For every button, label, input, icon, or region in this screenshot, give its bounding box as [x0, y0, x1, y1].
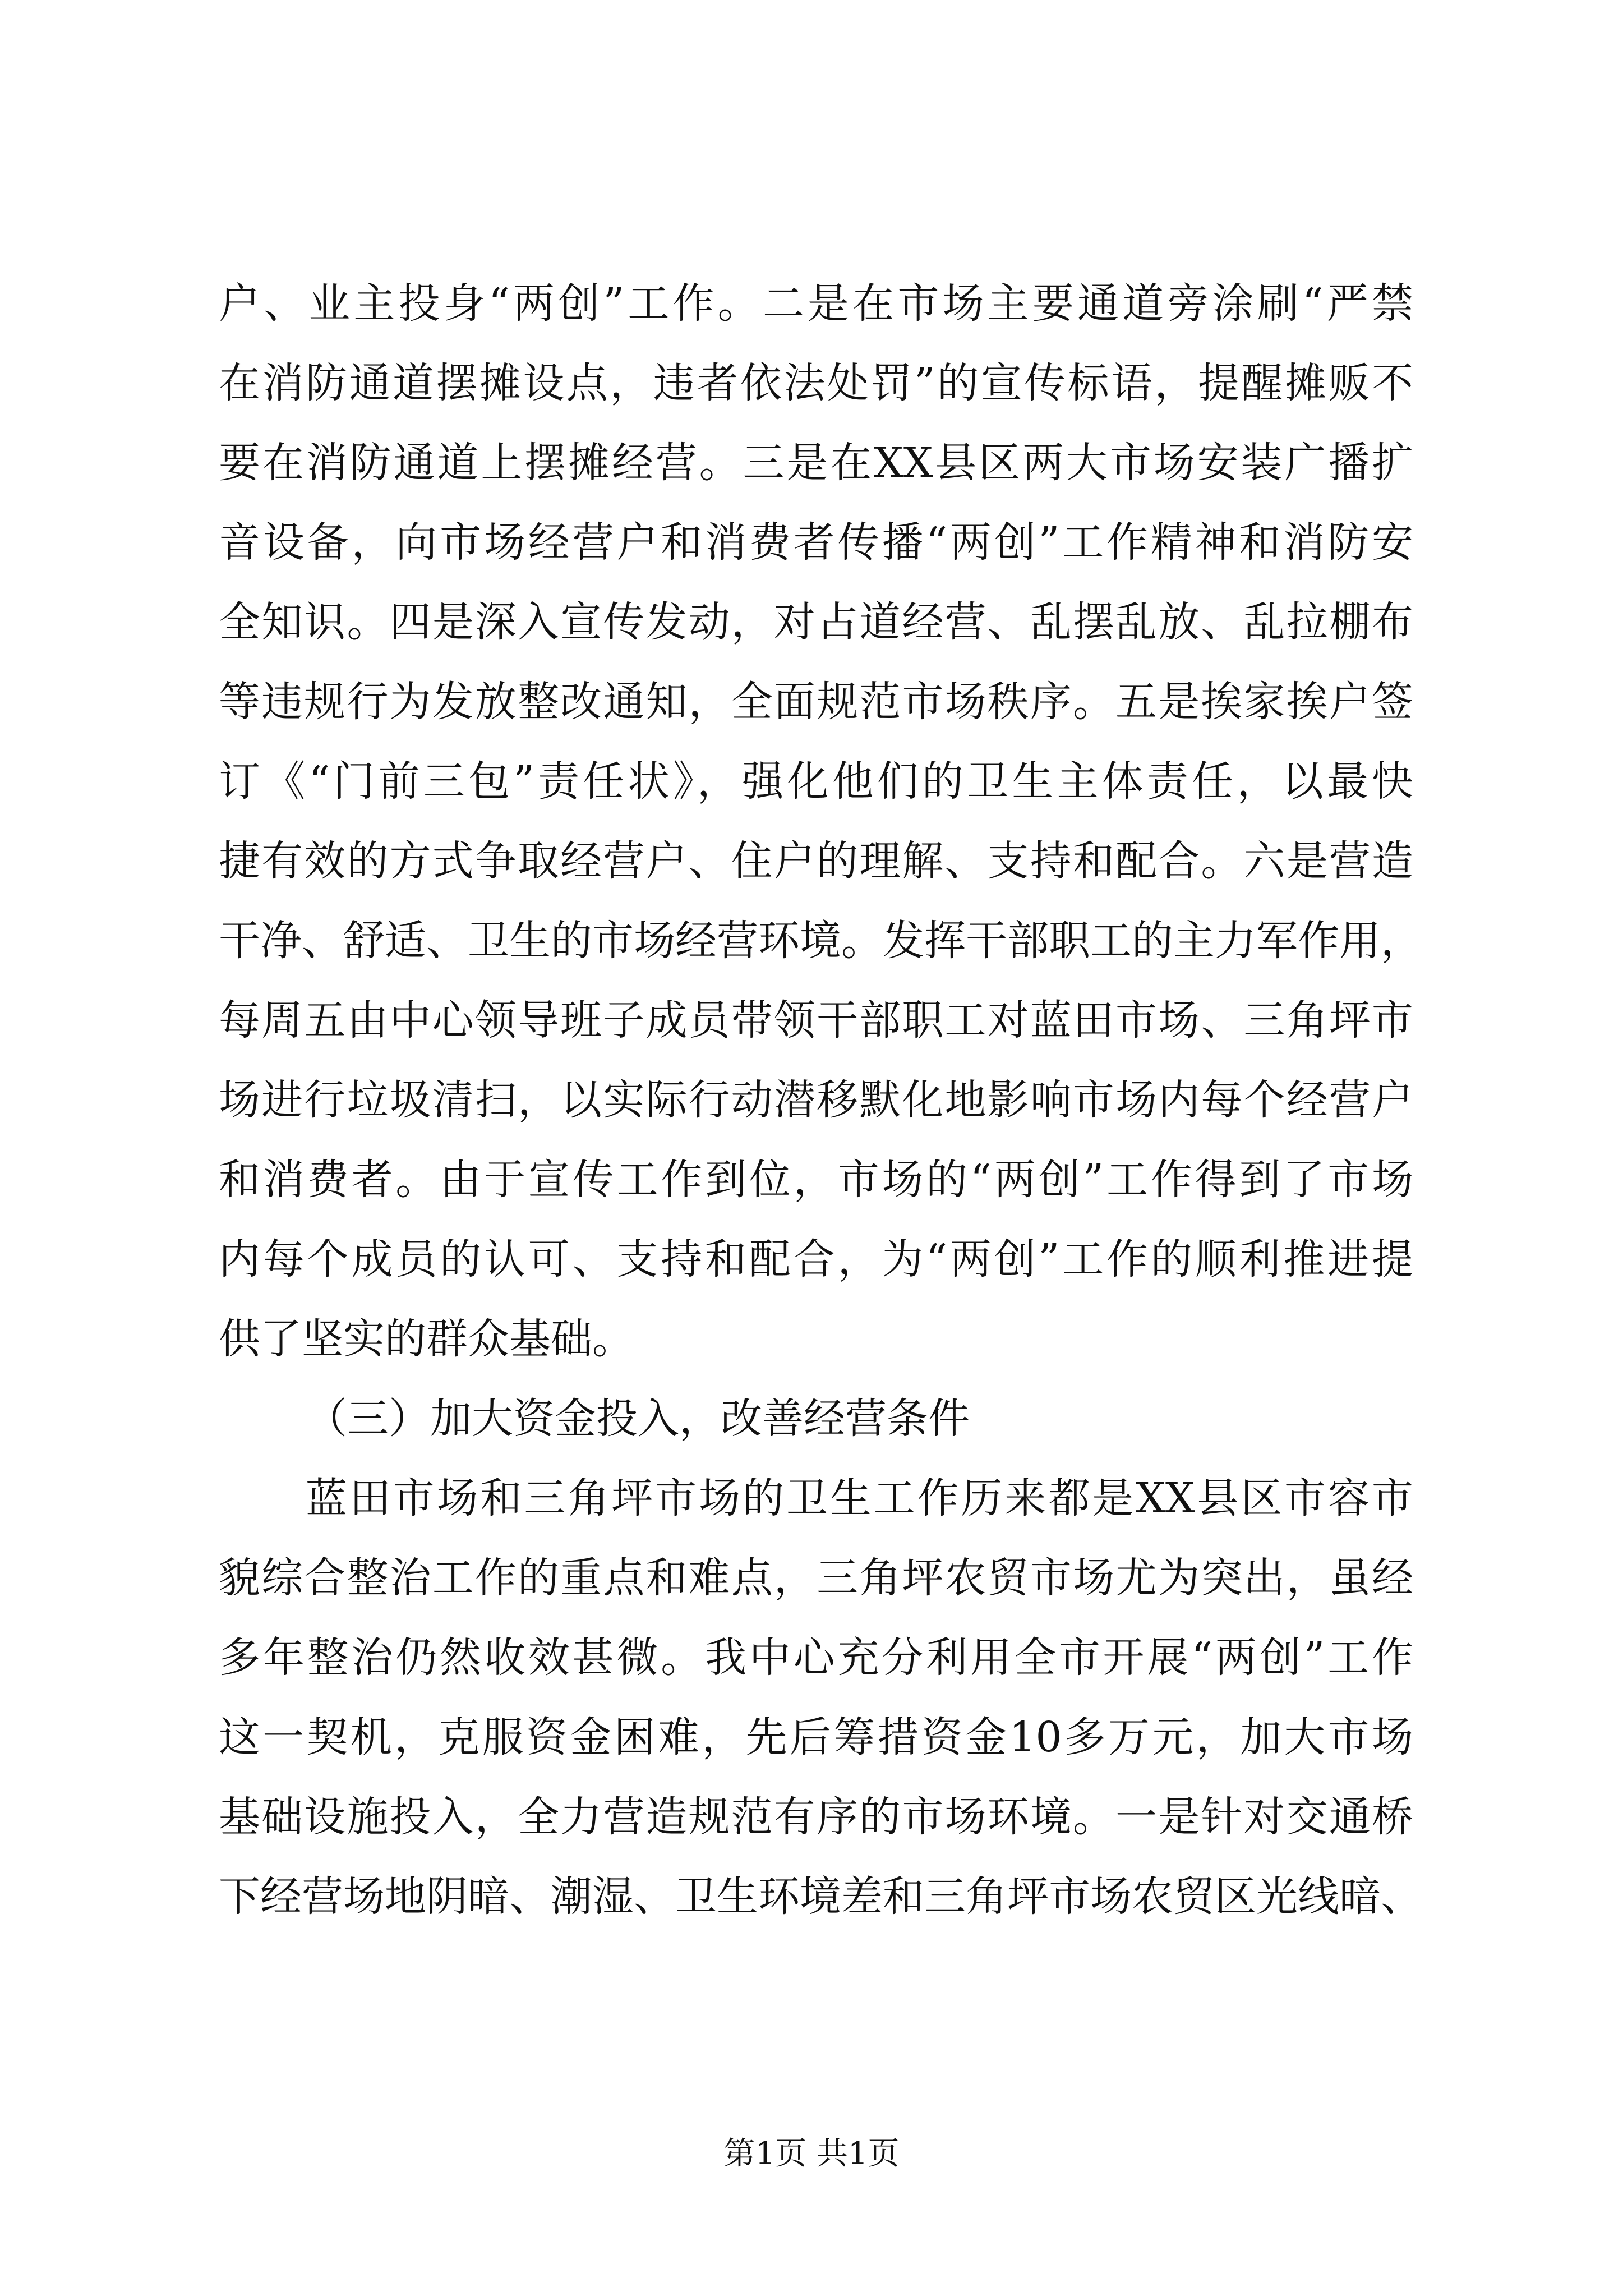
text-line: 和消费者。由于宣传工作到位，市场的“两创”工作得到了市场 [219, 1156, 1413, 1204]
text-line: 干净、舒适、卫生的市场经营环境。发挥干部职工的主力军作用， [219, 917, 1422, 965]
text-line: 捷有效的方式争取经营户、住户的理解、支持和配合。六是营造 [219, 837, 1413, 885]
text-line: 貌综合整治工作的重点和难点，三角坪农贸市场尤为突出，虽经 [219, 1554, 1413, 1602]
document-body [219, 264, 1422, 1936]
text-line: 在消防通道摆摊设点，违者依法处罚”的宣传标语，提醒摊贩不 [219, 359, 1413, 407]
text-line: 基础设施投入，全力营造规范有序的市场环境。一是针对交通桥 [219, 1793, 1413, 1841]
text-line: 这一契机，克服资金困难，先后筹措资金10多万元，加大市场 [219, 1713, 1413, 1761]
text-line: 供了坚实的群众基础。 [219, 1315, 634, 1363]
text-line: 多年整治仍然收效甚微。我中心充分利用全市开展“两创”工作 [219, 1634, 1413, 1682]
text-line: 每周五由中心领导班子成员带领干部职工对蓝田市场、三角坪市 [219, 996, 1413, 1045]
text-line: 全知识。四是深入宣传发动，对占道经营、乱摆乱放、乱拉棚布 [219, 598, 1413, 646]
text-line: 内每个成员的认可、支持和配合，为“两创”工作的顺利推进提 [219, 1235, 1413, 1283]
text-line: 场进行垃圾清扫，以实际行动潜移默化地影响市场内每个经营户 [219, 1076, 1413, 1124]
section-heading: （三）加大资金投入，改善经营条件 [306, 1395, 970, 1443]
text-line: 音设备，向市场经营户和消费者传播“两创”工作精神和消防安 [219, 518, 1413, 567]
text-line: 要在消防通道上摆摊经营。三是在XX县区两大市场安装广播扩 [219, 439, 1413, 487]
text-line: 蓝田市场和三角坪市场的卫生工作历来都是XX县区市容市 [306, 1474, 1413, 1522]
text-line: 户、业主投身“两创”工作。二是在市场主要通道旁涂刷“严禁 [219, 279, 1413, 328]
page-footer: 第1页 共1页 [723, 2136, 900, 2172]
text-line: 下经营场地阴暗、潮湿、卫生环境差和三角坪市场农贸区光线暗、 [219, 1872, 1422, 1921]
text-line: 订《“门前三包”责任状》，强化他们的卫生主体责任，以最快 [219, 757, 1413, 806]
text-line: 等违规行为发放整改通知，全面规范市场秩序。五是挨家挨户签 [219, 678, 1413, 726]
